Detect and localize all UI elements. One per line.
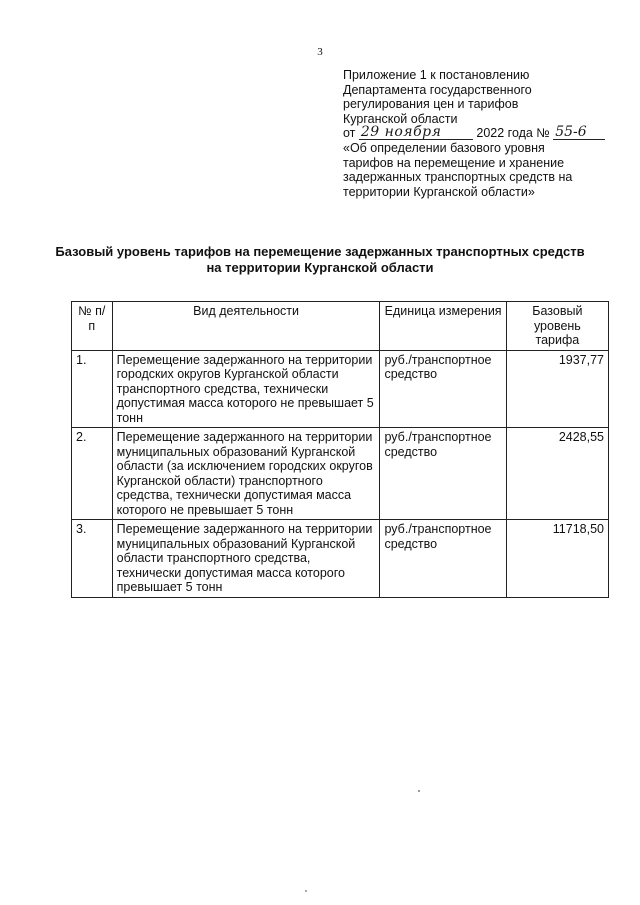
header-value: Базовый уровень тарифа bbox=[506, 302, 608, 351]
row-num: 3. bbox=[72, 520, 113, 598]
row-value: 1937,77 bbox=[506, 350, 608, 428]
row-num: 2. bbox=[72, 428, 113, 520]
tariff-table bbox=[71, 301, 609, 598]
header-unit: Единица измерения bbox=[380, 302, 506, 351]
table-header-row bbox=[72, 302, 609, 351]
scan-speck bbox=[418, 790, 420, 792]
appendix-line: Приложение 1 к постановлению bbox=[343, 68, 530, 82]
row-unit: руб./транспортное средство bbox=[380, 520, 506, 598]
decree-title-line: территории Курганской области» bbox=[343, 184, 535, 199]
row-num: 1. bbox=[72, 350, 113, 428]
heading-line-2: на территории Курганской области bbox=[206, 259, 434, 275]
row-value: 2428,55 bbox=[506, 428, 608, 520]
scan-speck bbox=[305, 890, 307, 892]
decree-date-line bbox=[343, 126, 613, 141]
appendix-line: Курганской области bbox=[343, 111, 458, 126]
appendix-line: Департамента государственного bbox=[343, 82, 532, 97]
heading-line-1: Базовый уровень тарифов на перемещение задержанных транспортных средств bbox=[55, 244, 585, 259]
appendix-line: регулирования цен и тарифов bbox=[343, 97, 519, 111]
date-prefix: от bbox=[343, 126, 356, 140]
row-unit: руб./транспортное средство bbox=[380, 428, 506, 520]
row-activity: Перемещение задержанного на территории муниципальных образований Курганской области (за исключением городских округов Курганской области) транспортного средства, технически допустимая масса которого не превышает 5 тонн bbox=[112, 428, 380, 520]
decree-title-line: тарифов на перемещение и хранение bbox=[343, 155, 565, 170]
decree-title-line: «Об определении базового уровня bbox=[343, 141, 545, 155]
handwritten-date: 29 ноября bbox=[359, 125, 473, 140]
table-row bbox=[72, 350, 609, 428]
year-text: 2022 года № bbox=[476, 126, 550, 140]
row-activity: Перемещение задержанного на территории городских округов Курганской области транспортного средства, технически допустимая масса которого не превышает 5 тонн bbox=[112, 350, 380, 428]
row-value: 11718,50 bbox=[506, 520, 608, 598]
page-number: 3 bbox=[317, 46, 323, 58]
decree-title-line: задержанных транспортных средств на bbox=[343, 170, 573, 184]
row-unit: руб./транспортное средство bbox=[380, 350, 506, 428]
handwritten-number: 55-6 bbox=[553, 125, 605, 140]
document-heading bbox=[40, 244, 600, 275]
appendix-block bbox=[343, 68, 613, 199]
table-row bbox=[72, 520, 609, 598]
header-activity: Вид деятельности bbox=[112, 302, 380, 351]
header-num: № п/п bbox=[72, 302, 113, 351]
table-row bbox=[72, 428, 609, 520]
row-activity: Перемещение задержанного на территории муниципальных образований Курганской области транспортного средства, технически допустимая масса которого превышает 5 тонн bbox=[112, 520, 380, 598]
